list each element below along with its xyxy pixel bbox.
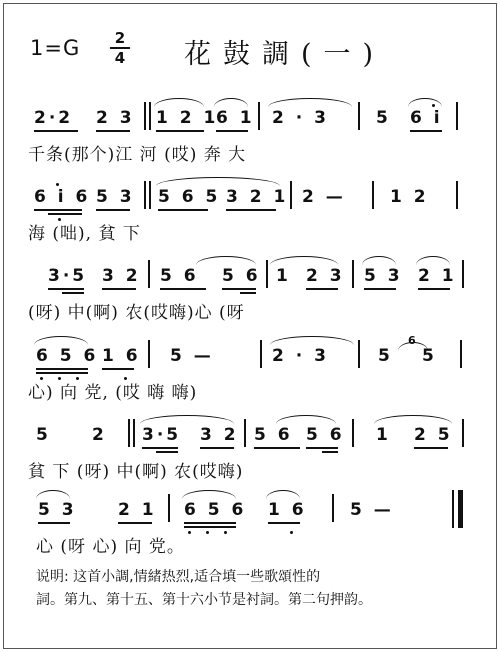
slur <box>140 415 234 424</box>
barline <box>148 340 150 368</box>
barline <box>144 181 146 209</box>
barline <box>149 102 151 130</box>
underline <box>156 130 204 132</box>
note-group: 3·5 <box>48 266 88 286</box>
underline <box>48 288 84 290</box>
time-signature <box>110 30 130 66</box>
underline <box>62 292 84 294</box>
note-group: 2·2 <box>34 108 74 128</box>
underline <box>322 451 338 453</box>
note-group: 3 2 <box>200 425 239 445</box>
barline <box>456 102 458 130</box>
underline <box>38 522 70 524</box>
slur <box>266 490 300 499</box>
underline <box>142 447 178 449</box>
underline <box>96 130 130 132</box>
slur <box>408 98 442 107</box>
barline <box>460 340 462 368</box>
lyrics-line: 貧 下 (呀) 中(啊) 农(哎嗨) <box>28 462 244 482</box>
lyrics-line: 心) 向 党, (哎 嗨 嗨) <box>28 383 198 403</box>
lyrics-line: (呀) 中(啊) 农(哎嗨)心 (呀 <box>28 303 245 323</box>
note-group: 1 2 1 <box>156 108 219 128</box>
underline <box>184 526 236 528</box>
score-header <box>30 30 470 70</box>
note-group: 3 2 <box>102 266 141 286</box>
footnote-line-2: 詞。第九、第十五、第十六小节是衬詞。第二句押韵。 <box>36 592 372 608</box>
grace-note: 6 <box>408 334 419 347</box>
slur <box>182 490 236 499</box>
note-group: 2 1 <box>118 500 157 520</box>
slur <box>196 256 256 265</box>
note-group: 5 6 <box>160 266 199 286</box>
song-title: 花鼓調(一) <box>184 39 386 70</box>
underline <box>184 522 236 524</box>
octave-dot-high <box>432 104 435 107</box>
slur <box>156 177 280 186</box>
note-group: 1 <box>376 425 391 445</box>
barline <box>358 102 360 130</box>
meter-bottom: 4 <box>114 49 126 67</box>
slur <box>276 415 336 424</box>
note-group: 3·5 <box>142 425 182 445</box>
barline <box>168 494 170 522</box>
underline <box>36 372 88 374</box>
octave-dot-high <box>56 183 59 186</box>
slur <box>36 490 70 499</box>
note-group: 2 3 <box>96 108 135 128</box>
barline <box>352 419 354 447</box>
barline <box>266 260 268 288</box>
barline <box>148 260 150 288</box>
notation-line <box>0 177 500 213</box>
note-group: 6 i <box>410 108 443 128</box>
underline <box>268 522 300 524</box>
slur <box>154 98 204 107</box>
underline <box>364 288 396 290</box>
slur <box>270 336 354 345</box>
slur <box>362 256 396 265</box>
underline <box>48 213 82 215</box>
note-group: 2 — <box>302 187 346 207</box>
underline <box>160 288 206 290</box>
underline <box>102 368 134 370</box>
barline <box>128 419 130 447</box>
note-group: 5 <box>36 425 51 445</box>
note-group: 5 — <box>170 346 214 366</box>
note-group: 3 2 1 <box>226 187 289 207</box>
underline <box>410 130 442 132</box>
lyrics-line: 心 (呀 心) 向 党。 <box>36 537 185 557</box>
barline <box>456 181 458 209</box>
note-group: 1 <box>276 266 291 286</box>
footnote <box>36 566 476 612</box>
underline <box>226 209 276 211</box>
notation-line <box>0 256 500 292</box>
footnote-line-1: 说明: 这首小調,情緒热烈,适合填一些歌頌性的 <box>36 569 321 585</box>
barline <box>352 260 354 288</box>
note-group: 5 6 <box>222 266 261 286</box>
note-group: 2 <box>92 425 107 445</box>
note-group: 6 1 <box>216 108 255 128</box>
slur <box>268 98 352 107</box>
slur <box>214 98 248 107</box>
note-group: 6 5 6 <box>184 500 247 520</box>
barline <box>462 260 464 288</box>
underline <box>254 447 300 449</box>
underline <box>414 447 448 449</box>
note-group: 6 5 6 <box>36 346 99 366</box>
note-group: 5 <box>378 346 393 366</box>
barline <box>358 340 360 368</box>
underline <box>240 292 256 294</box>
underline <box>118 522 152 524</box>
meter-top: 2 <box>114 29 126 47</box>
underline <box>222 288 256 290</box>
underline <box>418 288 450 290</box>
notation-line <box>0 415 500 451</box>
note-group: 5 3 <box>38 500 77 520</box>
octave-dot-low <box>224 531 227 534</box>
underline <box>36 368 88 370</box>
slur <box>34 336 88 345</box>
notation-line <box>0 336 500 372</box>
slur <box>270 256 338 265</box>
slur <box>374 415 452 424</box>
note-group: 2 3 <box>306 266 345 286</box>
underline <box>216 130 248 132</box>
barline <box>149 181 151 209</box>
underline <box>156 451 178 453</box>
octave-dot-low <box>290 531 293 534</box>
final-barline-thick <box>458 490 463 528</box>
underline <box>158 209 208 211</box>
barline <box>290 181 292 209</box>
note-group: 2 1 <box>418 266 457 286</box>
note-group: 5 6 5 <box>158 187 221 207</box>
octave-dot-low <box>206 531 209 534</box>
lyrics-line: 海 (咄), 貧 下 <box>28 224 141 244</box>
barline <box>372 181 374 209</box>
barline <box>462 419 464 447</box>
barline <box>244 419 246 447</box>
note-group: 5 <box>422 346 437 366</box>
note-group: 5 3 <box>364 266 403 286</box>
barline <box>133 419 135 447</box>
note-group: 2 5 <box>414 425 453 445</box>
final-barline-thin <box>452 490 454 528</box>
notation-line <box>0 98 500 134</box>
octave-dot-low <box>188 531 191 534</box>
barline <box>332 494 334 522</box>
underline <box>306 447 338 449</box>
slur <box>416 256 450 265</box>
note-group: 5 6 <box>254 425 293 445</box>
key-signature: 1=G <box>30 36 81 60</box>
note-group: 1 6 <box>268 500 307 520</box>
note-group: 5 <box>376 108 391 128</box>
underline <box>96 209 130 211</box>
note-group: 2 · 3 <box>272 108 329 128</box>
underline <box>306 288 338 290</box>
note-group: 1 2 <box>390 187 429 207</box>
note-group: 5 3 <box>96 187 135 207</box>
note-group: 5 6 <box>306 425 345 445</box>
note-group: 2 · 3 <box>272 346 329 366</box>
underline <box>34 209 82 211</box>
note-group: 1 6 <box>102 346 141 366</box>
note-group: 6 i 6 <box>34 187 91 207</box>
barline <box>144 102 146 130</box>
barline <box>260 340 262 368</box>
notation-line <box>0 490 500 526</box>
note-group: 5 — <box>350 500 394 520</box>
underline <box>34 130 78 132</box>
underline <box>200 447 234 449</box>
lyrics-line: 千条(那个)江 河 (哎) 奔 大 <box>28 145 247 165</box>
underline <box>102 288 136 290</box>
barline <box>258 102 260 130</box>
